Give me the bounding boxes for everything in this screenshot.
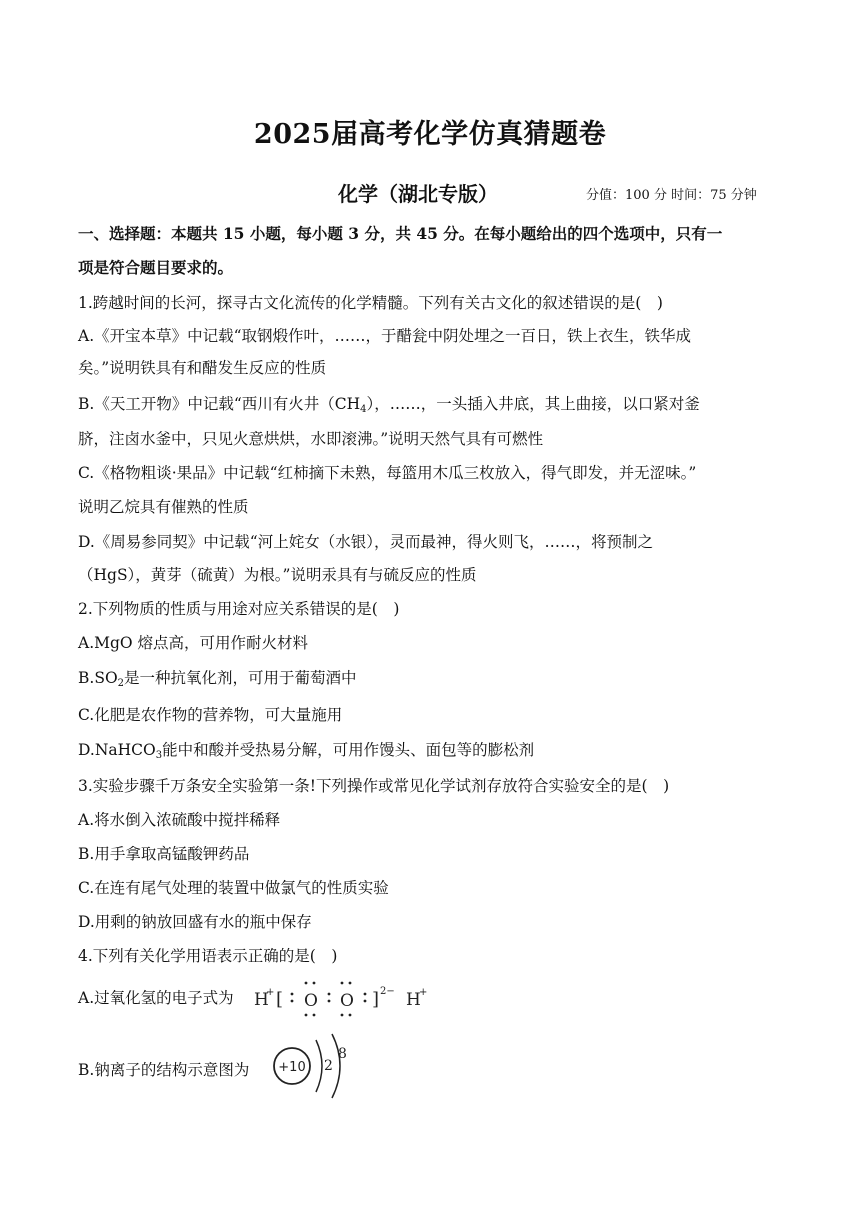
svg-text:2−: 2− [380, 986, 395, 997]
q2-option-d-formula: NaHCO$_3$ [94, 741, 163, 761]
q4-option-a: A.过氧化氢的电子式为 [78, 989, 234, 1007]
svg-text:[: [ [276, 989, 284, 1010]
q2-stem: 2.下列物质的性质与用途对应关系错误的是( ) [78, 600, 400, 618]
electron-shell-1 [316, 1040, 322, 1092]
svg-text:]: ] [372, 989, 380, 1010]
electron-shell-2 [332, 1034, 340, 1098]
svg-text:8: 8 [338, 1046, 347, 1062]
section-heading-line2: 项是符合题目要求的。 [78, 258, 234, 277]
svg-text:+10: +10 [278, 1060, 306, 1075]
page-title: 2025届高考化学仿真猜题卷 [253, 119, 607, 150]
hydrogen-peroxide-electron-formula [250, 975, 440, 1025]
exam-subject: 化学（湖北专版） [338, 182, 498, 206]
sodium-ion-structure-diagram [268, 1030, 368, 1100]
q2-option-d: D.NaHCO$_3$能中和酸并受热易分解，可用作馒头、面包等的膨松剂 [78, 741, 535, 761]
q3-option-d: D.用剩的钠放回盛有水的瓶中保存 [78, 913, 312, 931]
q1-stem: 1.跨越时间的长河，探寻古文化流传的化学精髓。下列有关古文化的叙述错误的是( ) [78, 294, 663, 312]
q2-option-a: A.MgO 熔点高，可用作耐火材料 [78, 634, 309, 652]
q3-option-c: C.在连有尾气处理的装置中做氯气的性质实验 [78, 879, 389, 897]
q4-option-b: B.钠离子的结构示意图为 [78, 1061, 250, 1079]
subtitle-row [0, 178, 860, 208]
q4-stem: 4.下列有关化学用语表示正确的是( ) [78, 947, 338, 965]
q2-option-c: C.化肥是农作物的营养物，可大量施用 [78, 706, 343, 724]
q3-stem: 3.实验步骤千万条安全实验第一条!下列操作或常见化学试剂存放符合实验安全的是( ) [78, 777, 670, 795]
svg-text:2: 2 [324, 1058, 333, 1074]
q1-option-d-line1: D.《周易参同契》中记载“河上姹女（水银），灵而最神，得火则飞，……，将预制之 [78, 533, 653, 551]
q1-option-c-line1: C.《格物粗谈·果品》中记载“红柿摘下未熟，每篮用木瓜三枚放入，得气即发，并无涩味。” [78, 464, 697, 482]
q2-option-b: $B.SO_2$是一种抗氧化剂，可用于葡萄酒中 [78, 669, 357, 689]
q1-option-b-line2: 脐，注卤水釜中，只见火意烘烘，水即滚沸。”说明天然气具有可燃性 [78, 430, 544, 448]
q1-option-b-line1 [78, 393, 700, 421]
q1-option-b-formula: $CH_4$ [334, 395, 367, 415]
section-heading-line1: 一、选择题：本题共 15 小题，每小题 3 分，共 45 分。在每小题给出的四个选项中，只有一 [78, 224, 723, 243]
svg-text:+: + [419, 987, 428, 998]
q2-option-b-formula: $SO_2$ [94, 669, 125, 689]
svg-text:O: O [304, 991, 318, 1011]
svg-text:H: H [406, 990, 421, 1010]
q3-option-a: A.将水倒入浓硫酸中搅拌稀释 [78, 811, 281, 829]
q1-option-a-line1: A.《开宝本草》中记载“取钢煅作叶，……，于醋瓮中阴处埋之一百日，铁上衣生，铁华成 [78, 327, 692, 345]
q1-option-a-line2: 矣。”说明铁具有和醋发生反应的性质 [78, 359, 327, 377]
q1-option-b-post: ），……，一头插入井底，其上曲接，以口紧对釜 [366, 395, 700, 413]
svg-text:O: O [340, 991, 354, 1011]
svg-text:H: H [254, 990, 269, 1010]
score-time-info: 分值：100 分 时间：75 分钟 [586, 188, 757, 203]
svg-text:+: + [266, 987, 275, 998]
q1-option-d-line2: （HgS），黄芽（硫黄）为根。”说明汞具有与硫反应的性质 [78, 566, 477, 584]
q1-option-c-line2: 说明乙烷具有催熟的性质 [78, 498, 249, 516]
q1-option-b-pre: B.《天工开物》中记载“西川有火井（ [78, 395, 335, 413]
q3-option-b: B.用手拿取高锰酸钾药品 [78, 845, 250, 863]
